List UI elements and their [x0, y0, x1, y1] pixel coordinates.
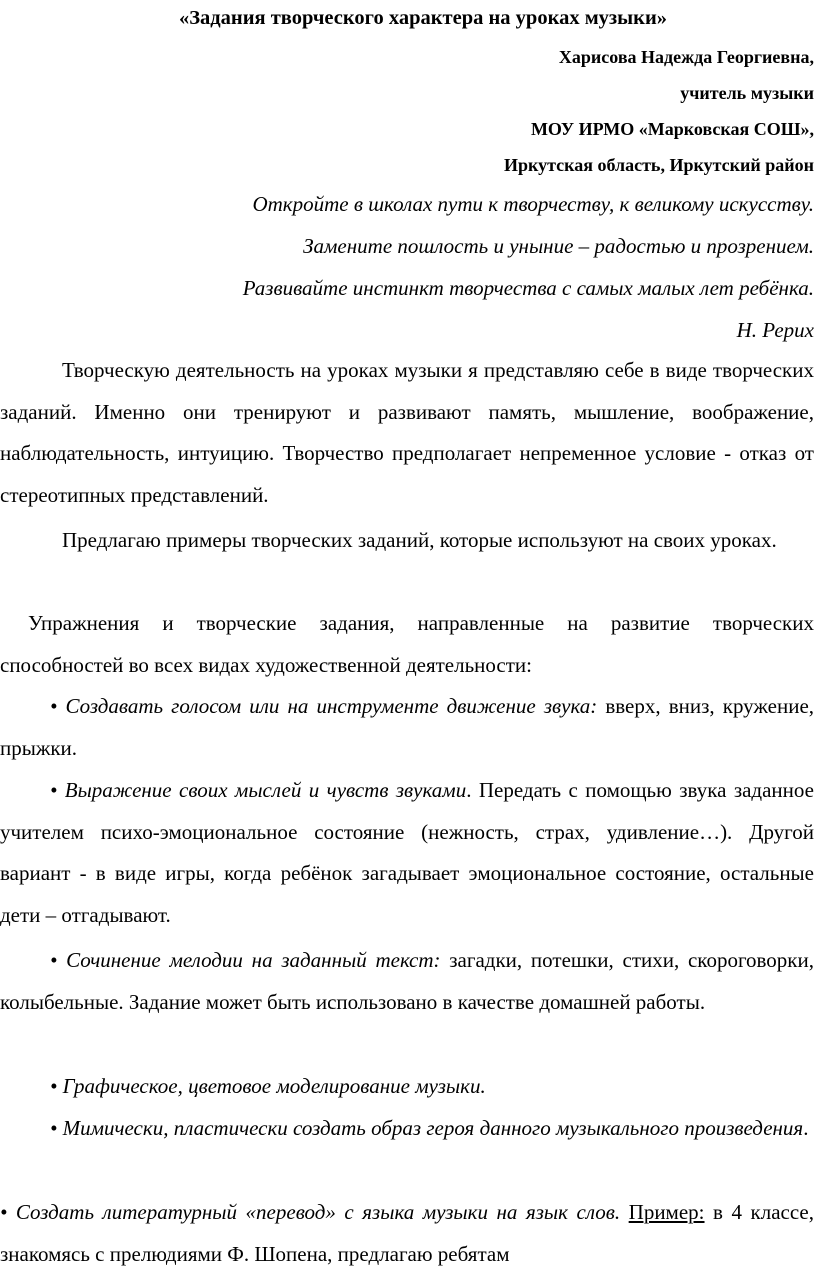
bullet-mimic [0, 1108, 814, 1150]
bullet-feelings-italic: • Выражение своих мыслей и чувств звуками [50, 778, 467, 802]
bullet-graphic [0, 1066, 814, 1108]
bullet-graphic-italic: • Графическое, цветовое моделирование музыки. [50, 1074, 486, 1098]
epigraph-attribution: Н. Рерих [736, 318, 814, 342]
epigraph-line-2: Замените пошлость и уныние – радостью и прозрением. [303, 234, 814, 258]
paragraph-exercises: Упражнения и творческие задания, направленные на развитие творческих способностей во всех видах художественной деятельности: [0, 611, 814, 677]
bullet-literary-example-label: Пример: [628, 1200, 705, 1224]
author-position: учитель музыки [680, 83, 814, 103]
paragraph-examples: Предлагаю примеры творческих заданий, которые используют на своих уроках. [62, 528, 777, 552]
bullet-melody-italic: • Сочинение мелодии на заданный текст: [50, 948, 441, 972]
bullet-sound-movement-text: вверх, вниз, кружение, прыжки. [0, 694, 815, 760]
bullet-melody [0, 940, 814, 1023]
author-name: Харисова Надежда Георгиевна, [558, 47, 814, 67]
epigraph-line-3: Развивайте инстинкт творчества с самых малых лет ребёнка. [242, 276, 814, 300]
bullet-melody-text: загадки, потешки, стихи, скороговорки, колыбельные. Задание может быть использовано в качестве домашней работы. [0, 948, 814, 1014]
bullet-literary-space [620, 1200, 629, 1224]
bullet-literary-translation [0, 1192, 814, 1275]
bullet-sound-movement-italic: • Создавать голосом или на инструменте движение звука: [50, 694, 598, 718]
bullet-mimic-italic: • Мимически, пластически создать образ героя данного музыкального произведения [50, 1116, 804, 1140]
bullet-mimic-text: . [803, 1116, 809, 1140]
author-school: МОУ ИРМО «Марковская СОШ», [530, 119, 814, 139]
bullet-feelings-text: . Передать с помощью звука заданное учителем психо-эмоциональное состояние (нежность, страх, удивление…). Другой вариант - в виде игры, когда ребёнок загадывает эмоциональное состояние, остальные дети – отгадывают. [0, 778, 814, 927]
epigraph-line-1: Откройте в школах пути к творчеству, к великому искусству. [252, 192, 814, 216]
bullet-literary-italic: • Создать литературный «перевод» с языка музыки на язык слов. [0, 1200, 621, 1224]
document-title: «Задания творческого характера на уроках музыки» [178, 7, 668, 29]
bullet-feelings [0, 770, 814, 936]
author-region: Иркутская область, Иркутский район [503, 155, 814, 175]
bullet-sound-movement [0, 686, 814, 769]
bullet-literary-text: в 4 классе, знакомясь с прелюдиями Ф. Шопена, предлагаю ребятам [0, 1200, 815, 1266]
paragraph-intro: Творческую деятельность на уроках музыки я представляю себе в виде творческих заданий. Именно они тренируют и развивают память, мышление, воображение, наблюдательность, интуицию. Творчество предполагает непременное условие - отказ от стереотипных представлений. [0, 358, 814, 507]
